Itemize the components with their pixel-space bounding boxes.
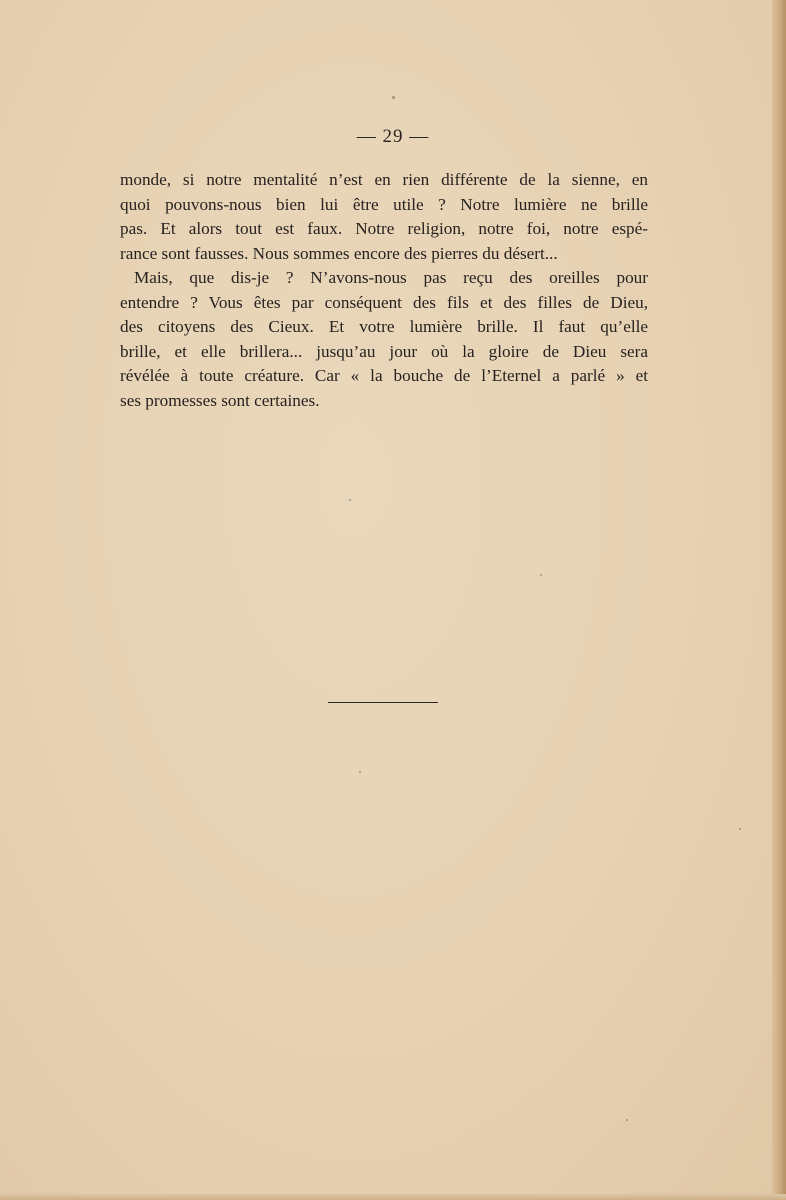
- text-line: révélée à toute créature. Car « la bouche de l’Eternel a parlé » et: [120, 366, 648, 385]
- text-line: entendre ? Vous êtes par conséquent des fils et des filles de Dieu,: [120, 292, 648, 312]
- page-number: — 29 —: [356, 126, 430, 147]
- section-end-rule: [328, 702, 438, 703]
- text-line: monde, si notre mentalité n’est en rien différente de la sienne, en: [120, 170, 648, 189]
- text-line: ses promesses sont certaines.: [120, 390, 320, 410]
- page-bottom-edge: [0, 1194, 786, 1200]
- paper-speck: [739, 828, 741, 830]
- page-edge-shadow: [772, 0, 786, 1200]
- text-line: brille, et elle brillera... jusqu’au jour où la gloire de Dieu sera: [120, 341, 648, 361]
- paper-speck: [626, 1119, 628, 1121]
- paper-speck: [540, 574, 542, 576]
- text-line: Mais, que dis-je ? N’avons-nous pas reçu des oreilles pour: [134, 268, 648, 287]
- text-line: pas. Et alors tout est faux. Notre religion, notre foi, notre espé-: [120, 219, 648, 238]
- body-text: [120, 168, 648, 413]
- text-line: rance sont fausses. Nous sommes encore des pierres du désert...: [120, 243, 558, 263]
- paper-speck: [392, 96, 395, 99]
- paper-speck: [349, 499, 351, 501]
- paper-speck: [359, 771, 361, 773]
- text-line: quoi pouvons-nous bien lui être utile ? Notre lumière ne brille: [120, 194, 648, 214]
- text-line: des citoyens des Cieux. Et votre lumière brille. Il faut qu’elle: [120, 317, 648, 336]
